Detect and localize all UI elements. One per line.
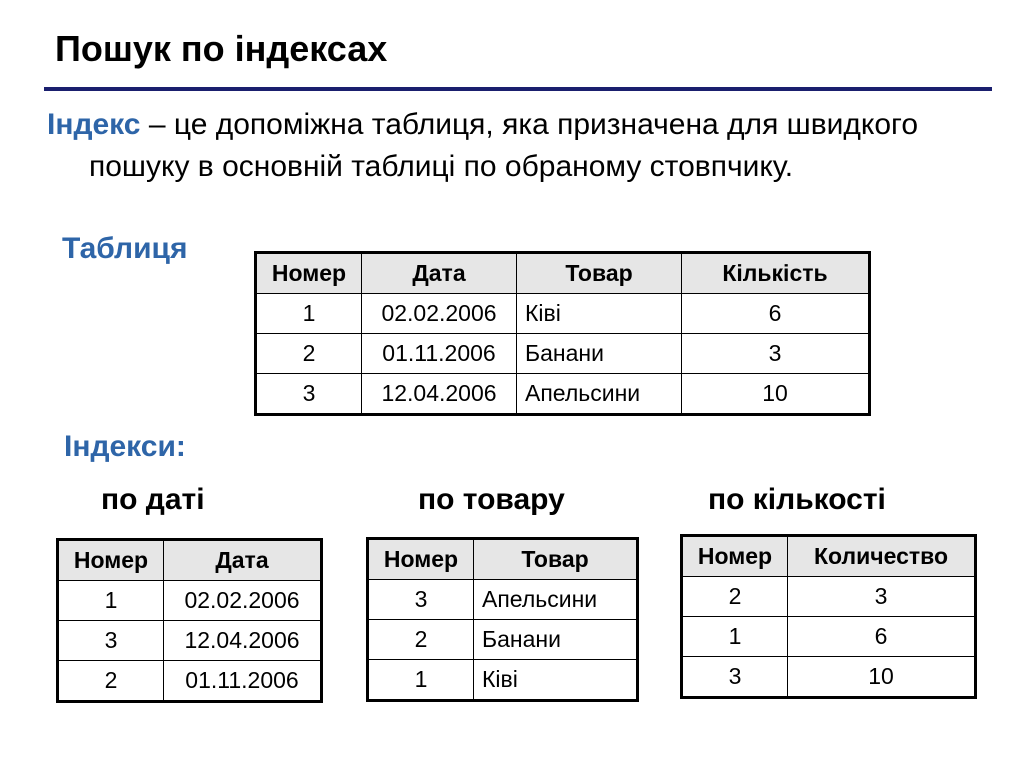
table-row [368,580,638,620]
table-cell: 6 [682,294,870,334]
table-cell: 12.04.2006 [164,621,322,661]
table-cell: 2 [256,334,362,374]
table-cell: 6 [788,617,976,657]
table-header-row [368,539,638,580]
table-cell: Ківі [474,660,638,701]
table-header-row [58,540,322,581]
table-cell: 01.11.2006 [164,661,322,702]
table-cell: 2 [368,620,474,660]
table-cell: 1 [682,617,788,657]
table-cell: 1 [368,660,474,701]
table-cell: Банани [474,620,638,660]
table-header-row [256,253,870,294]
index-product-table [366,537,639,702]
table-cell: Апельсини [517,374,682,415]
table-cell: 12.04.2006 [362,374,517,415]
header-cell: Товар [474,539,638,580]
definition-term: Індекс [47,108,141,141]
table-cell: 2 [682,577,788,617]
header-cell: Номер [58,540,164,581]
table-cell: 1 [256,294,362,334]
header-cell: Номер [368,539,474,580]
index-quantity-label: по кількості [708,483,886,516]
header-cell: Дата [164,540,322,581]
definition-text: – це допоміжна таблиця, яка призначена для швидкого пошуку в основній таблиці по обраному стовпчику. [89,108,919,183]
table-row [682,657,976,698]
table-cell: 3 [256,374,362,415]
table-cell: 02.02.2006 [164,581,322,621]
table-cell: 1 [58,581,164,621]
table-row [368,620,638,660]
table-cell: 02.02.2006 [362,294,517,334]
page-title: Пошук по індексах [55,28,388,69]
table-cell: 2 [58,661,164,702]
table-cell: 10 [682,374,870,415]
table-cell: Банани [517,334,682,374]
table-row [256,374,870,415]
title-divider [44,87,992,91]
table-row [256,334,870,374]
table-cell: 01.11.2006 [362,334,517,374]
index-date-label: по даті [101,483,205,516]
table-cell: Ківі [517,294,682,334]
table-cell: 10 [788,657,976,698]
definition-paragraph [47,104,969,188]
index-product-label: по товару [418,483,565,516]
indexes-label: Індекси: [64,430,186,463]
table-row [682,617,976,657]
table-cell: 3 [682,334,870,374]
header-cell: Номер [682,536,788,577]
table-cell: 3 [58,621,164,661]
table-row [368,660,638,701]
header-cell: Товар [517,253,682,294]
table-cell: Апельсини [474,580,638,620]
index-quantity-table [680,534,977,699]
index-date-table [56,538,323,703]
table-row [58,661,322,702]
table-cell: 3 [682,657,788,698]
header-cell: Номер [256,253,362,294]
table-cell: 3 [368,580,474,620]
table-row [682,577,976,617]
table-row [58,621,322,661]
main-table-label: Таблиця [62,232,188,265]
table-row [58,581,322,621]
table-row [256,294,870,334]
table-cell: 3 [788,577,976,617]
header-cell: Количество [788,536,976,577]
header-cell: Кількість [682,253,870,294]
header-cell: Дата [362,253,517,294]
main-table [254,251,871,416]
table-header-row [682,536,976,577]
